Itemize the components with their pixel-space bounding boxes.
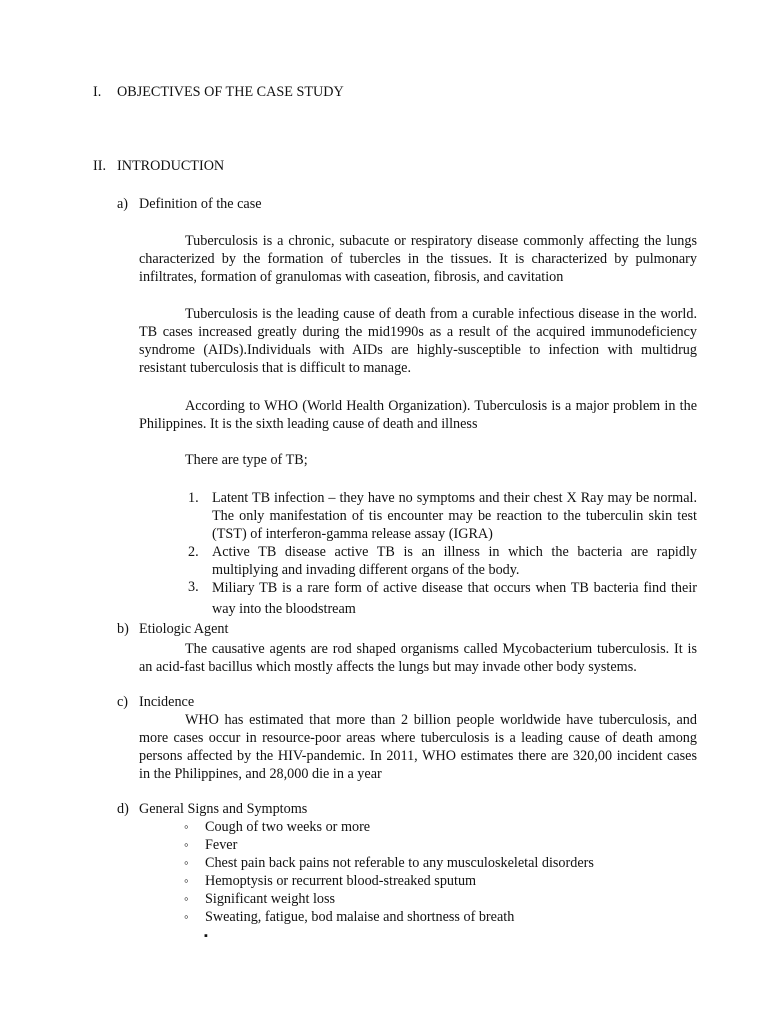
section-c-title: Incidence (139, 694, 195, 710)
section-b-title: Etiologic Agent (139, 621, 229, 637)
symptom-item: Sweating, fatigue, bod malaise and shortness of breath (205, 909, 515, 925)
symptom-item: Chest pain back pains not referable to any musculoskeletal disorders (205, 855, 594, 871)
bullet-icon: ◦ (184, 873, 189, 888)
section-a-paragraph-1: Tuberculosis is a chronic, subacute or respiratory disease commonly affecting the lungs characterized by the formation of tubercles in the tissues. It is characterized by pulmonary infiltrates, formation of granulomas with caseation, fibrosis, and cavitation (139, 233, 697, 285)
section-d-title: General Signs and Symptoms (139, 801, 308, 817)
section-a-paragraph-3: According to WHO (World Health Organization). Tuberculosis is a major problem in the Philippines. It is the sixth leading cause of death and illness (139, 398, 697, 432)
heading-1-number: I. (93, 84, 102, 100)
bullet-icon: ◦ (184, 891, 189, 906)
bullet-icon: ◦ (184, 909, 189, 924)
symptom-item: Hemoptysis or recurrent blood-streaked sputum (205, 873, 477, 889)
section-c-label: c) (117, 694, 129, 710)
section-a-label: a) (117, 196, 129, 212)
tb-type-1-text: Latent TB infection – they have no symptoms and their chest X Ray may be normal. The only manifestation of tis encounter may be reaction to the tuberculin skin test (TST) of interferon-gamma release assay (IGRA) (212, 490, 697, 542)
tb-type-2-text: Active TB disease active TB is an illness in which the bacteria are rapidly multiplying and invading different organs of the body. (212, 544, 697, 578)
tb-type-3-number: 3. (188, 579, 199, 595)
bullet-icon: ◦ (184, 837, 189, 852)
bullet-icon: ◦ (184, 819, 189, 834)
section-a-title: Definition of the case (139, 196, 262, 212)
tb-type-2-number: 2. (188, 544, 199, 560)
section-b-label: b) (117, 621, 129, 637)
tb-type-1-number: 1. (188, 490, 199, 506)
heading-2-number: II. (93, 158, 106, 174)
symptom-item: Cough of two weeks or more (205, 819, 371, 835)
heading-2-title: INTRODUCTION (117, 158, 225, 174)
bullet-icon: ◦ (184, 855, 189, 870)
square-bullet-icon: ▪ (204, 930, 208, 942)
tb-type-3-text: Miliary TB is a rare form of active disease that occurs when TB bacteria find their way into the bloodstream (212, 580, 697, 617)
section-c-paragraph: WHO has estimated that more than 2 billion people worldwide have tuberculosis, and more cases occur in resource-poor areas where tuberculosis is a leading cause of death among persons affected by the HIV-pandemic. In 2011, WHO estimates there are 320,00 incident cases in the Philippines, and 28,000 die in a year (139, 712, 697, 782)
section-a-paragraph-4: There are type of TB; (185, 452, 308, 468)
section-a-paragraph-2: Tuberculosis is the leading cause of death from a curable infectious disease in the world. TB cases increased greatly during the mid1990s as a result of the acquired immunodeficiency syndrome (AIDs).Individuals with AIDs are highly-susceptible to infection with multidrug resistant tuberculosis that is difficult to manage. (139, 306, 697, 376)
symptom-item: Significant weight loss (205, 891, 336, 907)
symptom-item: Fever (205, 837, 238, 853)
section-b-paragraph: The causative agents are rod shaped organisms called Mycobacterium tuberculosis. It is an acid-fast bacillus which mostly affects the lungs but may invade other body systems. (139, 641, 697, 675)
heading-1-title: OBJECTIVES OF THE CASE STUDY (117, 84, 344, 100)
section-d-label: d) (117, 801, 129, 817)
